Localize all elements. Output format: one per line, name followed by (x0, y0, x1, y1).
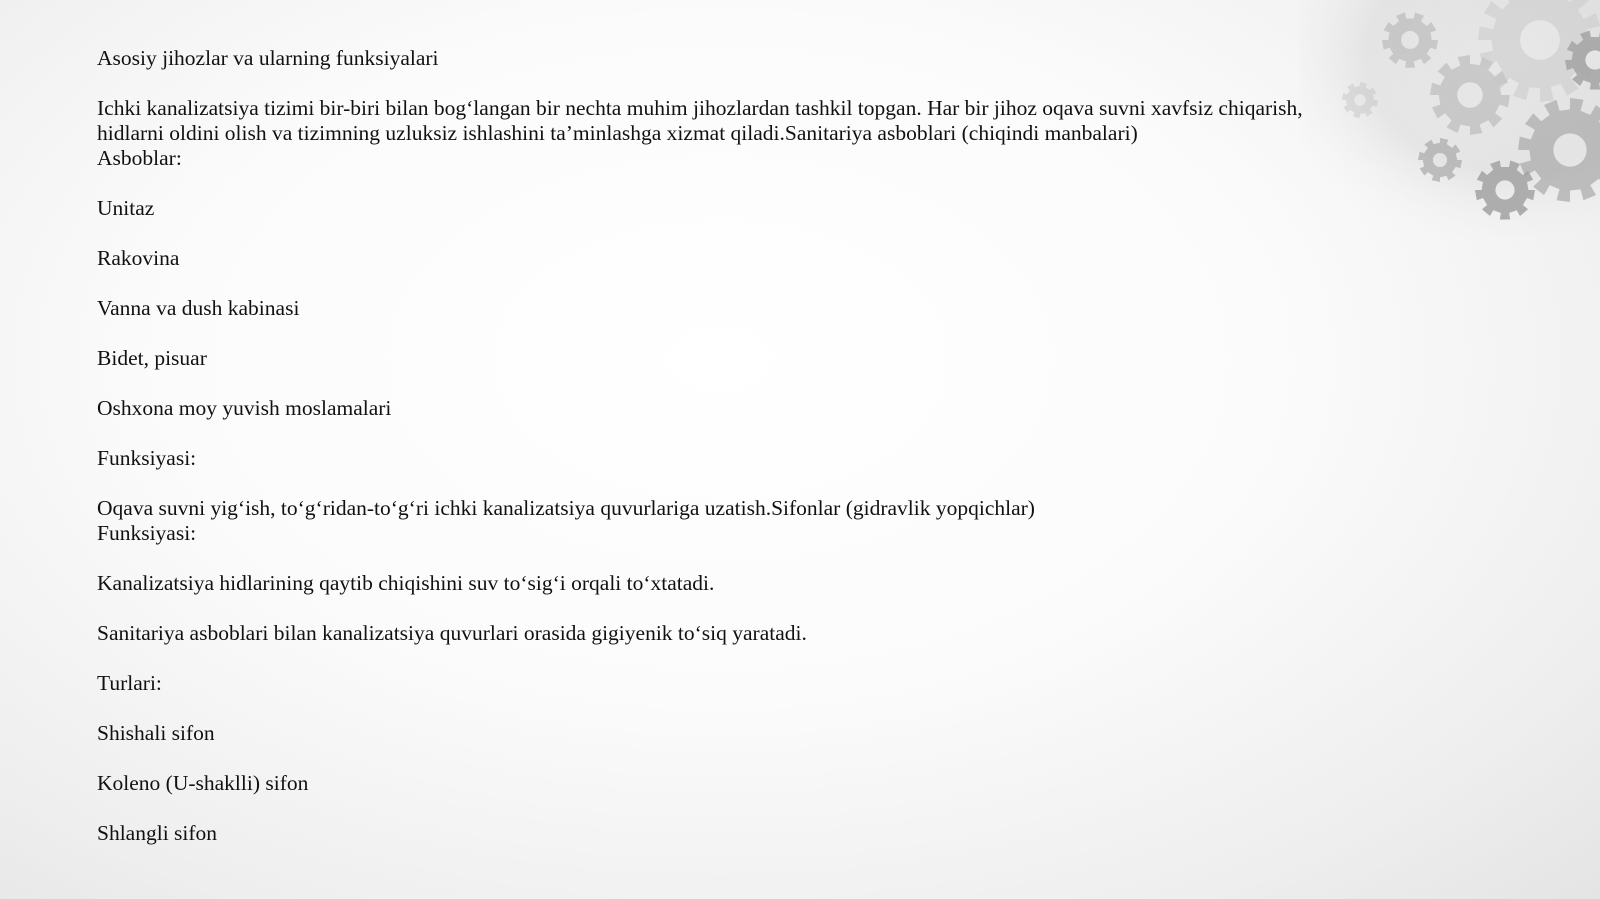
text-line: Bidet, pisuar (97, 346, 207, 370)
text-line (97, 596, 1407, 621)
text-line: Shishali sifon (97, 721, 215, 745)
text-line: Oqava suvni yig‘ish, to‘g‘ridan-to‘g‘ri ichki kanalizatsiya quvurlariga uzatish.Sifonlar (gidravlik yopqichlar) (97, 496, 1035, 520)
text-line (97, 71, 1407, 96)
text-line: Funksiyasi: (97, 521, 197, 545)
text-line (97, 321, 1407, 346)
text-line (97, 371, 1407, 396)
text-line: Ichki kanalizatsiya tizimi bir-biri bilan bog‘langan bir nechta muhim jihozlardan tashkil topgan. Har bir jihoz oqava suvni xavfsiz chiqarish, (97, 96, 1303, 120)
text-line: hidlarni oldini olish va tizimning uzluksiz ishlashini ta’minlashga xizmat qiladi.Sanitariya asboblari (chiqindi manbalari) (97, 121, 1138, 145)
text-line: Asboblar: (97, 146, 182, 170)
text-line (97, 271, 1407, 296)
text-line: Turlari: (97, 671, 162, 695)
text-line: Rakovina (97, 246, 180, 270)
text-line: Sanitariya asboblari bilan kanalizatsiya quvurlari orasida gigiyenik to‘siq yaratadi. (97, 621, 807, 645)
text-line: Shlangli sifon (97, 821, 218, 845)
text-line: Vanna va dush kabinasi (97, 296, 300, 320)
text-line (97, 171, 1407, 196)
text-line (97, 471, 1407, 496)
text-line: Asosiy jihozlar va ularning funksiyalari (97, 46, 439, 70)
text-line: Koleno (U-shaklli) sifon (97, 771, 309, 795)
text-line (97, 796, 1407, 821)
text-line (97, 221, 1407, 246)
text-line (97, 421, 1407, 446)
text-line: Funksiyasi: (97, 446, 197, 470)
text-line (97, 646, 1407, 671)
text-line: Kanalizatsiya hidlarining qaytib chiqishini suv to‘sig‘i orqali to‘xtatadi. (97, 571, 715, 595)
text-line (97, 696, 1407, 721)
text-line (97, 746, 1407, 771)
text-line (97, 546, 1407, 571)
text-line: Unitaz (97, 196, 155, 220)
text-line: Oshxona moy yuvish moslamalari (97, 396, 392, 420)
slide-body (97, 46, 1407, 846)
